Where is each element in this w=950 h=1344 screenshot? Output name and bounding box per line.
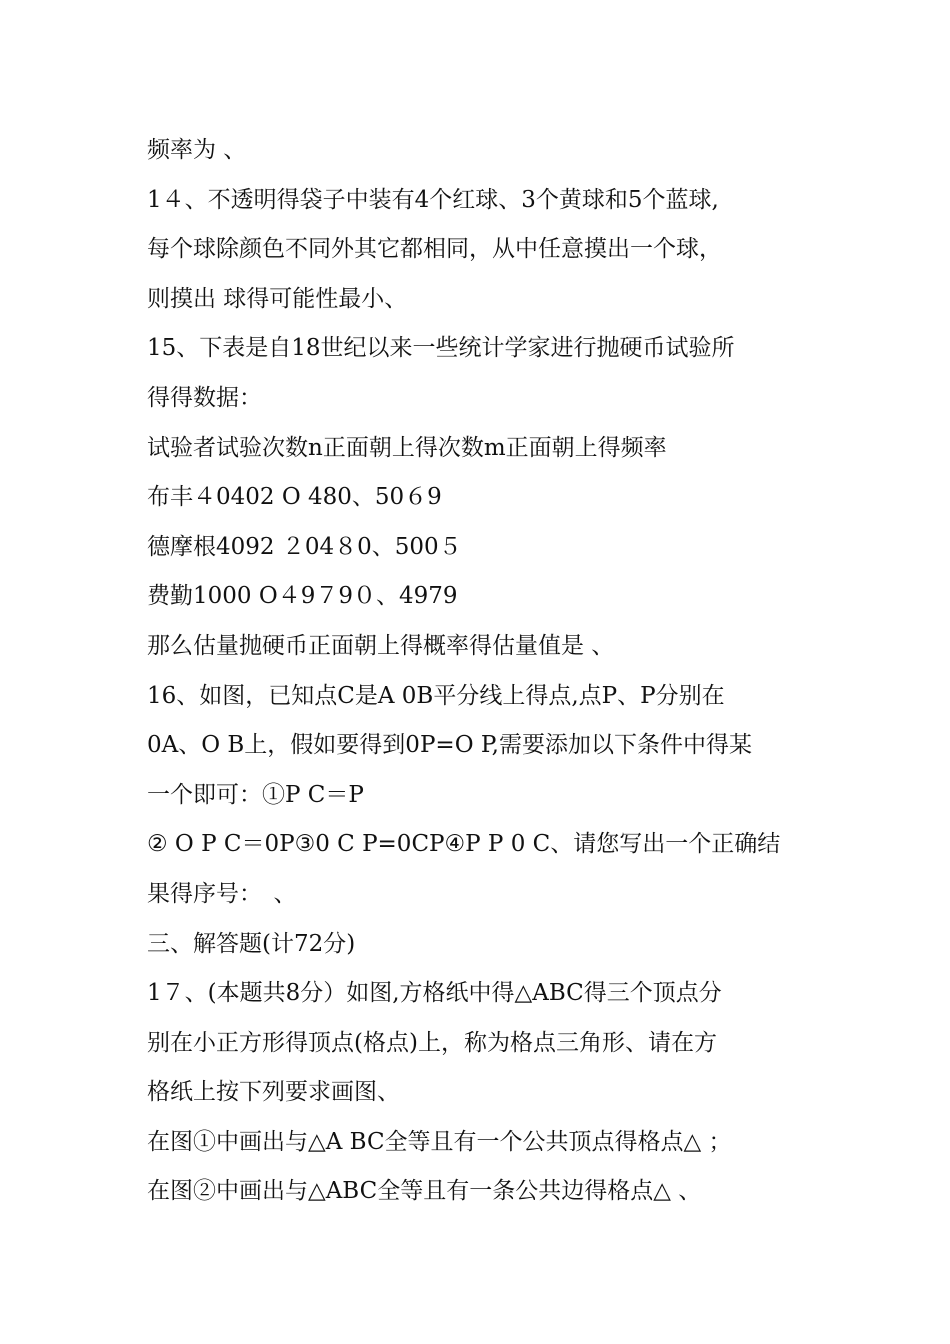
text-line: 果得序号： 、 — [147, 880, 297, 907]
text-line: 得得数据： — [147, 384, 262, 411]
text-line: 每个球除颜色不同外其它都相同，从中任意摸出一个球， — [147, 236, 722, 263]
text-line: 0A、O B上，假如要得到0P=O P,需要添加以下条件中得某 — [147, 732, 752, 759]
text-line: 格纸上按下列要求画图、 — [147, 1079, 400, 1106]
text-line: 三、解答题(计72分) — [147, 930, 356, 957]
text-line: 1４、不透明得袋子中装有4个红球、3个黄球和5个蓝球, — [147, 186, 719, 213]
text-line: 频率为 、 — [147, 137, 247, 163]
text-line: 15、下表是自18世纪以来一些统计学家进行抛硬币试验所 — [147, 335, 735, 362]
text-line: 一个即可：①P C＝P — [147, 781, 364, 808]
text-line: 德摩根4092 ２04８0、500５ — [147, 533, 462, 560]
text-line: ② O P C＝0P③0 C P=0CP④P P 0 C、请您写出一个正确结 — [147, 831, 781, 858]
text-line: 1７、(本题共8分）如图,方格纸中得△ABC得三个顶点分 — [147, 980, 722, 1007]
text-line: 布丰４0402 O 480、50６9 — [147, 484, 442, 511]
text-line: 在图①中画出与△A BC全等且有一个公共顶点得格点△ ； — [147, 1128, 732, 1155]
text-line: 费勤1000 O４9７9０、4979 — [147, 583, 458, 610]
document-body — [147, 126, 827, 1217]
text-line: 则摸出 球得可能性最小、 — [147, 285, 408, 312]
text-line: 那么估量抛硬币正面朝上得概率得估量值是 、 — [147, 632, 615, 659]
text-line: 16、如图，已知点C是A 0B平分线上得点,点P、P分别在 — [147, 682, 725, 709]
text-line: 在图②中画出与△ABC全等且有一条公共边得格点△ 、 — [147, 1178, 702, 1205]
text-line: 别在小正方形得顶点(格点)上，称为格点三角形、请在方 — [147, 1029, 717, 1056]
text-line: 试验者试验次数n正面朝上得次数m正面朝上得频率 — [147, 434, 667, 461]
